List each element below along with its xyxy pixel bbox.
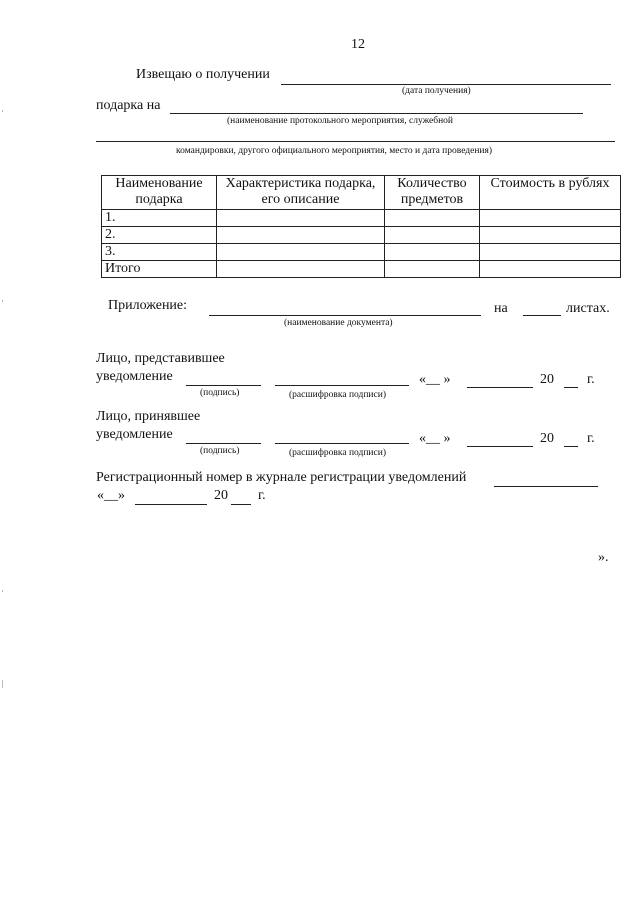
margin-mark — [2, 680, 3, 688]
attachment-name-line[interactable] — [209, 315, 481, 316]
event-line-2[interactable] — [96, 141, 615, 142]
submitter-signature-caption: (подпись) — [200, 388, 240, 398]
receiver-signature-line[interactable] — [186, 443, 261, 444]
table-cell[interactable] — [480, 261, 621, 278]
margin-mark — [2, 590, 3, 592]
attachment-label: Приложение: — [108, 298, 188, 313]
receiver-decoding-caption: (расшифровка подписи) — [289, 448, 386, 458]
table-header-row — [102, 176, 621, 210]
table-row — [102, 227, 621, 244]
registration-year: 20 — [214, 488, 228, 503]
row-label: 2. — [102, 227, 217, 244]
receiver-decoding-line[interactable] — [275, 443, 409, 444]
registration-year-suffix: г. — [258, 488, 266, 503]
receiver-quote: «__ » — [419, 431, 451, 446]
page-number: 12 — [351, 37, 365, 52]
table-cell[interactable] — [385, 227, 480, 244]
receiver-year-suffix: г. — [587, 431, 595, 446]
submitter-line1: Лицо, представившее — [96, 351, 225, 366]
header-cell: Стоимость в рублях — [480, 176, 621, 210]
event-caption-1: (наименование протокольного мероприятия, служебной — [227, 116, 453, 126]
row-label: Итого — [102, 261, 217, 278]
table-cell[interactable] — [480, 244, 621, 261]
receiver-year: 20 — [540, 431, 554, 446]
table-cell[interactable] — [385, 210, 480, 227]
margin-mark — [2, 110, 3, 112]
submitter-month-line[interactable] — [467, 387, 533, 388]
header-cell: Количество предметов — [385, 176, 480, 210]
margin-mark — [2, 300, 3, 302]
registration-year-line[interactable] — [231, 504, 251, 505]
receiver-year-line[interactable] — [564, 446, 578, 447]
sheets-count-line[interactable] — [523, 315, 561, 316]
table-cell[interactable] — [217, 261, 385, 278]
submitter-signature-line[interactable] — [186, 385, 261, 386]
table-row — [102, 244, 621, 261]
receiver-month-line[interactable] — [467, 446, 533, 447]
attachment-caption: (наименование документа) — [284, 318, 393, 328]
table-cell[interactable] — [217, 210, 385, 227]
table-cell[interactable] — [385, 244, 480, 261]
receiver-signature-caption: (подпись) — [200, 446, 240, 456]
gift-prefix: подарка на — [96, 98, 161, 113]
notify-prefix: Извещаю о получении — [136, 67, 270, 82]
submitter-line2: уведомление — [96, 369, 173, 384]
submitter-year-line[interactable] — [564, 387, 578, 388]
table-row — [102, 261, 621, 278]
row-label: 1. — [102, 210, 217, 227]
registration-month-line[interactable] — [135, 504, 207, 505]
receiver-line1: Лицо, принявшее — [96, 409, 201, 424]
event-line[interactable] — [170, 113, 583, 114]
date-caption: (дата получения) — [402, 86, 471, 96]
table-cell[interactable] — [217, 244, 385, 261]
submitter-decoding-caption: (расшифровка подписи) — [289, 390, 386, 400]
attachment-on: на — [494, 301, 508, 316]
attachment-sheets: листах. — [566, 301, 610, 316]
row-label: 3. — [102, 244, 217, 261]
header-cell: Наименование подарка — [102, 176, 217, 210]
registration-number-line[interactable] — [494, 486, 598, 487]
event-caption-2: командировки, другого официального мероприятия, место и дата проведения) — [176, 146, 493, 156]
gift-table — [101, 175, 621, 278]
table-cell[interactable] — [217, 227, 385, 244]
registration-date-quote: «__» — [97, 488, 125, 503]
header-cell: Характеристика подарка, его описание — [217, 176, 385, 210]
closing-quote: ». — [598, 550, 609, 565]
submitter-year-suffix: г. — [587, 372, 595, 387]
received-date-line[interactable] — [281, 84, 611, 85]
receiver-line2: уведомление — [96, 427, 173, 442]
submitter-decoding-line[interactable] — [275, 385, 409, 386]
table-cell[interactable] — [480, 210, 621, 227]
submitter-year: 20 — [540, 372, 554, 387]
table-cell[interactable] — [385, 261, 480, 278]
table-row — [102, 210, 621, 227]
table-cell[interactable] — [480, 227, 621, 244]
registration-text: Регистрационный номер в журнале регистрации уведомлений — [96, 470, 467, 485]
submitter-quote: «__ » — [419, 372, 451, 387]
